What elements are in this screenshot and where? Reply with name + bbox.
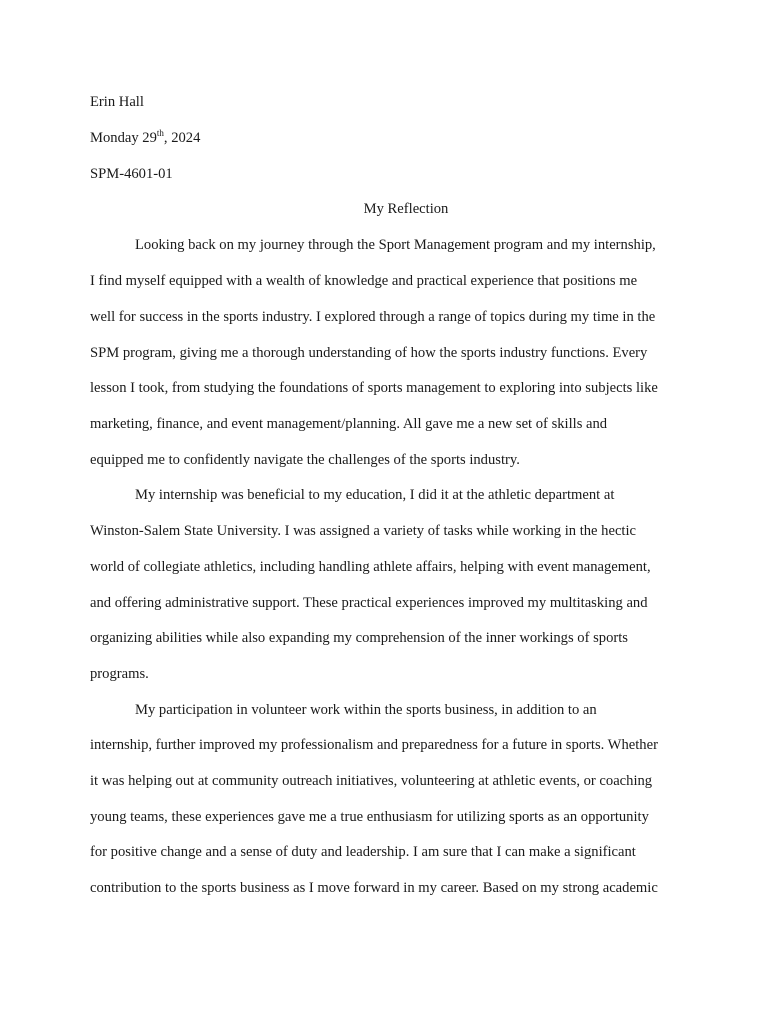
body-line: My internship was beneficial to my education, I did it at the athletic department at xyxy=(135,487,615,503)
body-line: Looking back on my journey through the Sport Management program and my internship, xyxy=(135,237,656,253)
body-line: world of collegiate athletics, including handling athlete affairs, helping with event management, xyxy=(90,559,651,575)
body-line: contribution to the sports business as I move forward in my career. Based on my strong academic xyxy=(90,880,658,896)
date-main: Monday 29 xyxy=(90,130,157,146)
body-line: I find myself equipped with a wealth of knowledge and practical experience that positions me xyxy=(90,273,638,289)
body-line: it was helping out at community outreach initiatives, volunteering at athletic events, or coaching xyxy=(90,773,653,789)
body-line: well for success in the sports industry. I explored through a range of topics during my time in the xyxy=(90,309,656,325)
body-line: for positive change and a sense of duty and leadership. I am sure that I can make a significant xyxy=(90,844,636,860)
body-line: and offering administrative support. These practical experiences improved my multitasking and xyxy=(90,595,648,611)
body-line: SPM program, giving me a thorough understanding of how the sports industry functions. Every xyxy=(90,345,648,361)
author-name: Erin Hall xyxy=(90,94,144,110)
document-date xyxy=(90,129,200,147)
date-superscript: th xyxy=(156,128,164,139)
body-line: lesson I took, from studying the foundations of sports management to exploring into subjects like xyxy=(90,380,658,396)
body-line: young teams, these experiences gave me a true enthusiasm for utilizing sports as an opportunity xyxy=(90,809,649,825)
body-line: Winston-Salem State University. I was assigned a variety of tasks while working in the hectic xyxy=(90,523,637,539)
body-line: marketing, finance, and event management/planning. All gave me a new set of skills and xyxy=(90,416,608,432)
document-title: My Reflection xyxy=(363,201,449,217)
body-line: organizing abilities while also expanding my comprehension of the inner workings of sports xyxy=(90,630,628,646)
body-line: equipped me to confidently navigate the challenges of the sports industry. xyxy=(90,452,520,468)
course-code: SPM-4601-01 xyxy=(90,166,173,182)
body-line: internship, further improved my professionalism and preparedness for a future in sports. Whether xyxy=(90,737,658,753)
date-rest: , 2024 xyxy=(163,130,201,146)
body-line: programs. xyxy=(90,666,149,682)
body-line: My participation in volunteer work within the sports business, in addition to an xyxy=(135,702,597,718)
